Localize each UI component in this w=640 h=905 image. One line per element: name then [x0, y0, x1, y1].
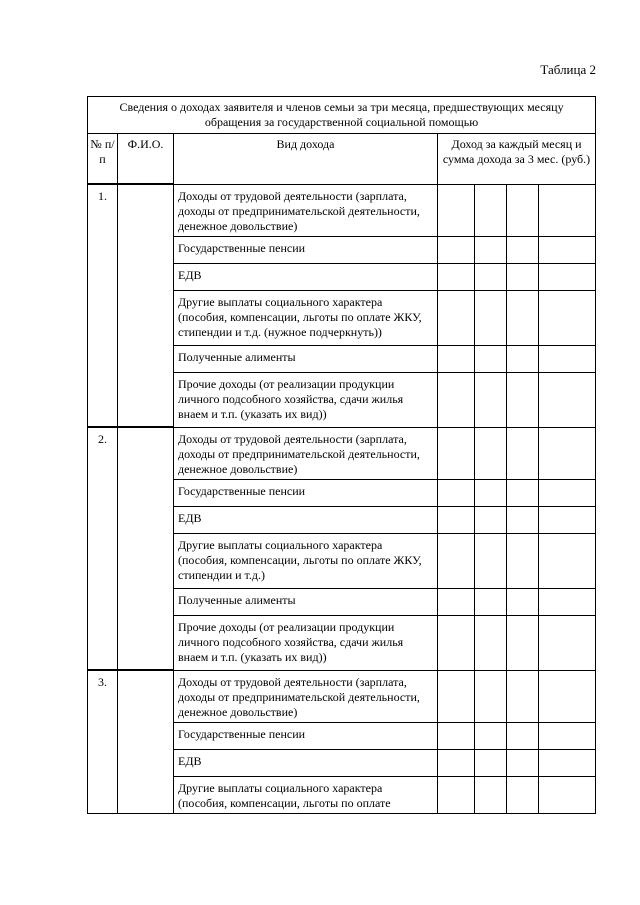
month-1-income-cell[interactable] [438, 263, 475, 290]
table-row [88, 670, 596, 722]
month-2-income-cell[interactable] [475, 372, 507, 427]
income-kind: Другие выплаты социального характера (пособия, компенсации, льготы по оплате [174, 776, 438, 813]
income-kind: Доходы от трудовой деятельности (зарплата, доходы от предпринимательской деятельности, денежное довольствие) [174, 427, 438, 479]
income-kind: ЕДВ [174, 263, 438, 290]
income-kind: ЕДВ [174, 506, 438, 533]
income-table [87, 96, 596, 814]
month-2-income-cell[interactable] [475, 722, 507, 749]
total-income-cell[interactable] [539, 372, 596, 427]
total-income-cell[interactable] [539, 588, 596, 615]
income-kind: Другие выплаты социального характера (пособия, компенсации, льготы по оплате ЖКУ, стипендии и т.д. (нужное подчеркнуть)) [174, 290, 438, 345]
month-1-income-cell[interactable] [438, 345, 475, 372]
column-header-num: № п/п [88, 134, 118, 185]
month-2-income-cell[interactable] [475, 588, 507, 615]
month-3-income-cell[interactable] [507, 427, 539, 479]
table-title: Сведения о доходах заявителя и членов семьи за три месяца, предшествующих месяцу обращения за государственной социальной помощью [88, 97, 596, 134]
month-3-income-cell[interactable] [507, 479, 539, 506]
total-income-cell[interactable] [539, 345, 596, 372]
month-1-income-cell[interactable] [438, 184, 475, 236]
month-1-income-cell[interactable] [438, 290, 475, 345]
row-number: 3. [88, 670, 118, 813]
month-1-income-cell[interactable] [438, 722, 475, 749]
month-3-income-cell[interactable] [507, 372, 539, 427]
month-3-income-cell[interactable] [507, 263, 539, 290]
total-income-cell[interactable] [539, 290, 596, 345]
total-income-cell[interactable] [539, 427, 596, 479]
total-income-cell[interactable] [539, 506, 596, 533]
column-header-row [88, 134, 596, 185]
income-kind: Полученные алименты [174, 588, 438, 615]
month-2-income-cell[interactable] [475, 184, 507, 236]
month-1-income-cell[interactable] [438, 670, 475, 722]
month-2-income-cell[interactable] [475, 533, 507, 588]
month-1-income-cell[interactable] [438, 533, 475, 588]
month-1-income-cell[interactable] [438, 615, 475, 670]
month-3-income-cell[interactable] [507, 588, 539, 615]
month-2-income-cell[interactable] [475, 776, 507, 813]
month-1-income-cell[interactable] [438, 427, 475, 479]
month-1-income-cell[interactable] [438, 372, 475, 427]
total-income-cell[interactable] [539, 236, 596, 263]
table-row [88, 427, 596, 479]
income-kind: Доходы от трудовой деятельности (зарплата, доходы от предпринимательской деятельности, денежное довольствие) [174, 670, 438, 722]
month-1-income-cell[interactable] [438, 236, 475, 263]
income-kind: Полученные алименты [174, 345, 438, 372]
month-1-income-cell[interactable] [438, 506, 475, 533]
table-title-row [88, 97, 596, 134]
income-kind: Государственные пенсии [174, 479, 438, 506]
month-1-income-cell[interactable] [438, 749, 475, 776]
total-income-cell[interactable] [539, 184, 596, 236]
total-income-cell[interactable] [539, 533, 596, 588]
month-3-income-cell[interactable] [507, 184, 539, 236]
month-2-income-cell[interactable] [475, 263, 507, 290]
month-3-income-cell[interactable] [507, 236, 539, 263]
income-kind: Другие выплаты социального характера (пособия, компенсации, льготы по оплате ЖКУ, стипендии и т.д.) [174, 533, 438, 588]
month-2-income-cell[interactable] [475, 236, 507, 263]
month-2-income-cell[interactable] [475, 479, 507, 506]
income-kind: Государственные пенсии [174, 722, 438, 749]
total-income-cell[interactable] [539, 615, 596, 670]
month-1-income-cell[interactable] [438, 588, 475, 615]
month-3-income-cell[interactable] [507, 776, 539, 813]
total-income-cell[interactable] [539, 722, 596, 749]
fio-cell[interactable] [118, 427, 174, 670]
month-1-income-cell[interactable] [438, 479, 475, 506]
month-2-income-cell[interactable] [475, 615, 507, 670]
month-2-income-cell[interactable] [475, 290, 507, 345]
month-3-income-cell[interactable] [507, 345, 539, 372]
income-kind: Прочие доходы (от реализации продукции личного подсобного хозяйства, сдачи жилья внаем и т.п. (указать их вид)) [174, 372, 438, 427]
month-2-income-cell[interactable] [475, 427, 507, 479]
month-3-income-cell[interactable] [507, 533, 539, 588]
income-kind: Доходы от трудовой деятельности (зарплата, доходы от предпринимательской деятельности, денежное довольствие) [174, 184, 438, 236]
fio-cell[interactable] [118, 670, 174, 813]
fio-cell[interactable] [118, 184, 174, 427]
income-kind: Государственные пенсии [174, 236, 438, 263]
month-2-income-cell[interactable] [475, 345, 507, 372]
column-header-fio: Ф.И.О. [118, 134, 174, 185]
row-number: 1. [88, 184, 118, 427]
total-income-cell[interactable] [539, 670, 596, 722]
total-income-cell[interactable] [539, 776, 596, 813]
table-row [88, 184, 596, 236]
month-1-income-cell[interactable] [438, 776, 475, 813]
row-number: 2. [88, 427, 118, 670]
month-2-income-cell[interactable] [475, 749, 507, 776]
income-kind: Прочие доходы (от реализации продукции личного подсобного хозяйства, сдачи жилья внаем и т.п. (указать их вид)) [174, 615, 438, 670]
month-3-income-cell[interactable] [507, 749, 539, 776]
month-3-income-cell[interactable] [507, 506, 539, 533]
month-3-income-cell[interactable] [507, 290, 539, 345]
total-income-cell[interactable] [539, 479, 596, 506]
total-income-cell[interactable] [539, 749, 596, 776]
total-income-cell[interactable] [539, 263, 596, 290]
month-2-income-cell[interactable] [475, 670, 507, 722]
column-header-income: Доход за каждый месяц и сумма дохода за 3 мес. (руб.) [438, 134, 596, 185]
month-3-income-cell[interactable] [507, 722, 539, 749]
column-header-kind: Вид дохода [174, 134, 438, 185]
table-label: Таблица 2 [540, 62, 596, 77]
month-3-income-cell[interactable] [507, 615, 539, 670]
month-2-income-cell[interactable] [475, 506, 507, 533]
income-kind: ЕДВ [174, 749, 438, 776]
month-3-income-cell[interactable] [507, 670, 539, 722]
